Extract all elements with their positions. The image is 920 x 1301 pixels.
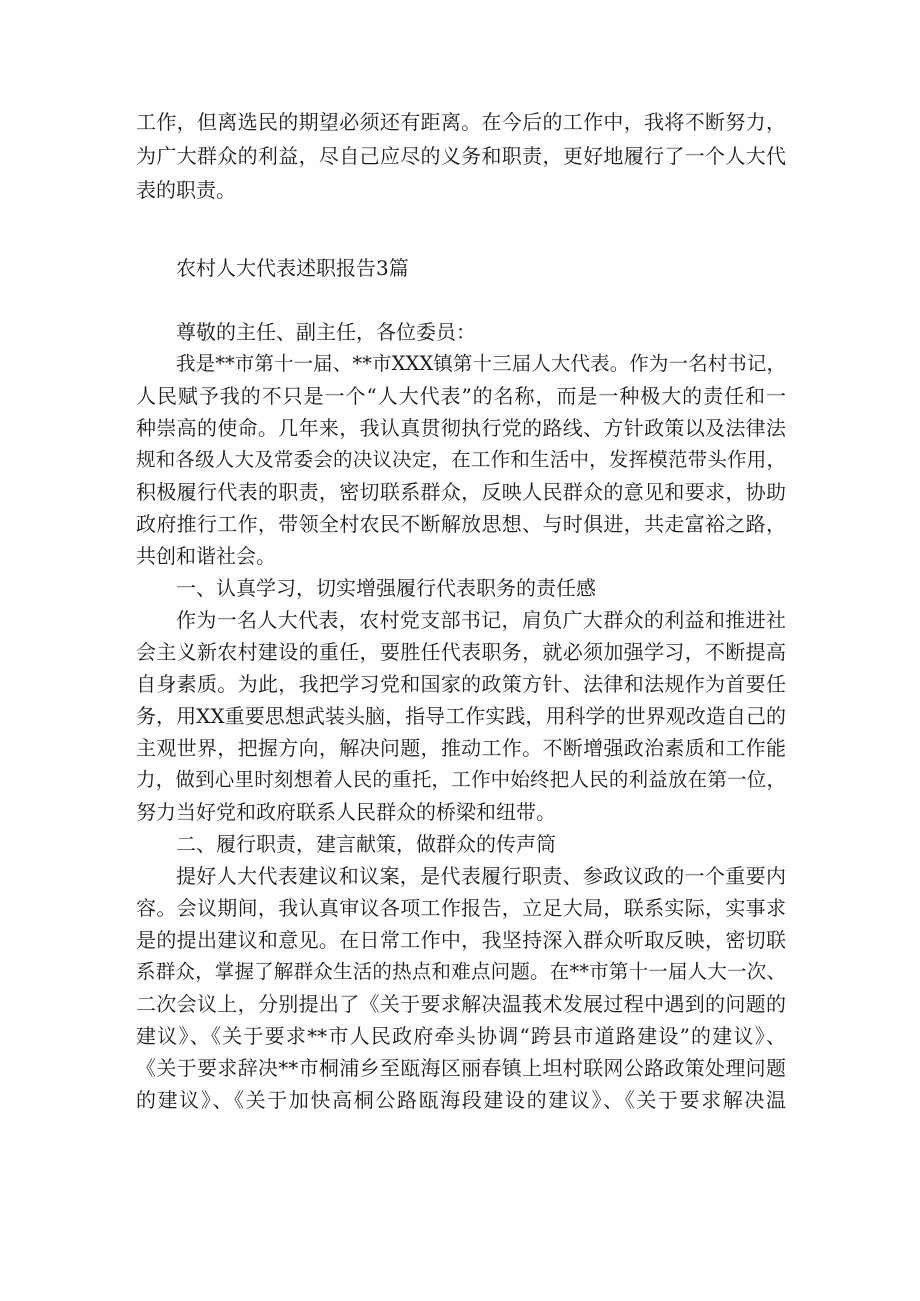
text-line: 表的职责。 bbox=[136, 178, 236, 202]
text-line: 建议》、《关于要求**市人民政府牵头协调“跨县市道路建设”的建议》、 bbox=[136, 1024, 786, 1048]
text-line: 我是**市第十一届、**市XXX镇第十三届人大代表。作为一名村书记， bbox=[176, 352, 786, 375]
text-line: 二、履行职责，建言献策，做群众的传声筒 bbox=[176, 832, 556, 856]
text-line: 积极履行代表的职责，密切联系群众，反映人民群众的意见和要求，协助 bbox=[136, 480, 786, 504]
text-line: 努力当好党和政府联系人民群众的桥梁和纽带。 bbox=[136, 800, 556, 824]
text-line: 主观世界，把握方向，解决问题，推动工作。不断增强政治素质和工作能 bbox=[136, 736, 786, 760]
text-line: 系群众，掌握了解群众生活的热点和难点问题。在**市第十一届人大一次、 bbox=[136, 960, 786, 983]
text-line: 作为一名人大代表，农村党支部书记，肩负广大群众的利益和推进社 bbox=[176, 608, 786, 632]
text-line: 务，用XX重要思想武装头脑，指导工作实践，用科学的世界观改造自己的 bbox=[136, 704, 786, 728]
text-line: 种崇高的使命。几年来，我认真贯彻执行党的路线、方针政策以及法律法 bbox=[136, 416, 786, 440]
text-line: 会主义新农村建设的重任，要胜任代表职务，就必须加强学习，不断提高 bbox=[136, 640, 786, 664]
text-line: 二次会议上，分别提出了《关于要求解决温莪术发展过程中遇到的问题的 bbox=[136, 992, 786, 1016]
text-line: 规和各级人大及常委会的决议决定，在工作和生活中，发挥模范带头作用， bbox=[136, 448, 786, 471]
text-line: 容。会议期间，我认真审议各项工作报告，立足大局，联系实际，实事求 bbox=[136, 896, 786, 920]
text-line: 为广大群众的利益，尽自己应尽的义务和职责，更好地履行了一个人大代 bbox=[136, 144, 786, 168]
text-line: 自身素质。为此，我把学习党和国家的政策方针、法律和法规作为首要任 bbox=[136, 672, 786, 696]
text-line: 尊敬的主任、副主任，各位委员： bbox=[176, 320, 476, 344]
text-line: 提好人大代表建议和议案，是代表履行职责、参政议政的一个重要内 bbox=[176, 864, 786, 888]
text-line: 农村人大代表述职报告3篇 bbox=[176, 256, 409, 280]
text-line: 是的提出建议和意见。在日常工作中，我坚持深入群众听取反映，密切联 bbox=[136, 928, 786, 952]
text-line: 一、认真学习，切实增强履行代表职务的责任感 bbox=[176, 576, 596, 600]
text-line: 的建议》、《关于加快高桐公路瓯海段建设的建议》、《关于要求解决温 bbox=[136, 1088, 786, 1112]
text-line: 人民赋予我的不只是一个“人大代表”的名称，而是一种极大的责任和一 bbox=[136, 384, 786, 408]
text-line: 共创和谐社会。 bbox=[136, 544, 276, 568]
text-line: 《关于要求辞决**市桐浦乡至瓯海区丽春镇上坦村联网公路政策处理问题 bbox=[136, 1056, 786, 1080]
text-line: 工作，但离选民的期望必须还有距离。在今后的工作中，我将不断努力， bbox=[136, 110, 786, 134]
text-line: 政府推行工作，带领全村农民不断解放思想、与时俱进，共走富裕之路， bbox=[136, 512, 786, 536]
text-line: 力，做到心里时刻想着人民的重托，工作中始终把人民的利益放在第一位， bbox=[136, 768, 786, 791]
